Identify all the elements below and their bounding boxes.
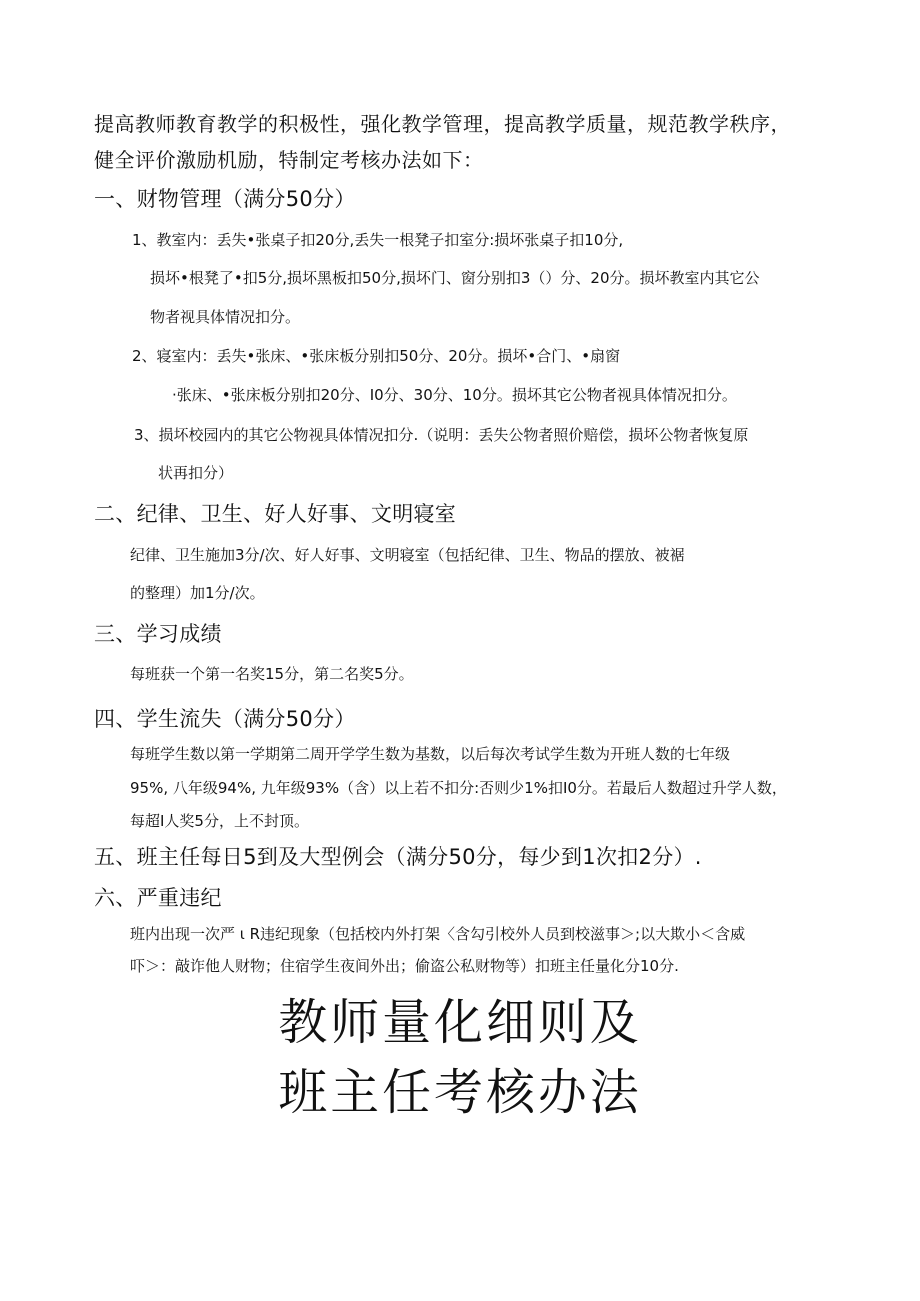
section-1-line-4: 2、寝室内：丢失•张床、•张床板分别扣50分、20分。损坏•合门、•扇窗 (132, 347, 621, 365)
section-1-line-3: 物者视具体情况扣分。 (150, 308, 301, 326)
section-6-line-1: 班内出现一次严 ι R违纪现象（包括校内外打架〈含勾引校外人员到校滋事＞;以大欺小＜含威 (130, 925, 746, 943)
section-2-heading: 二、纪律、卫生、好人好事、文明寝室 (94, 502, 457, 526)
document-title-line-2: 班主任考核办法 (278, 1064, 642, 1121)
section-1-line-1: 1、教室内：丢失•张桌子扣20分,丢失一根凳子扣室分:损坏张桌子扣10分, (132, 231, 624, 249)
section-1-line-6: 3、损坏校园内的其它公物视具体情况扣分.（说明：丢失公物者照价赔偿，损坏公物者恢复原 (134, 426, 749, 444)
section-1-heading: 一、财物管理（满分50分） (94, 187, 356, 211)
section-4-line-3: 每超I人奖5分，上不封顶。 (130, 812, 309, 830)
section-4-line-1: 每班学生数以第一学期第二周开学学生数为基数，以后每次考试学生数为开班人数的七年级 (130, 745, 731, 763)
section-6-line-2: 吓＞：敲诈他人财物；住宿学生夜间外出；偷盗公私财物等）扣班主任量化分10分. (130, 957, 679, 975)
section-4-line-2: 95%, 八年级94%, 九年级93%（含）以上若不扣分:否则少1%扣I0分。若最后人数超过升学人数， (130, 779, 787, 797)
section-3-line-1: 每班获一个第一名奖15分，第二名奖5分。 (130, 665, 414, 683)
intro-line-1: 提高教师教育教学的积极性，强化教学管理，提高教学质量，规范教学秩序， (94, 112, 791, 136)
section-2-line-1: 纪律、卫生施加3分/次、好人好事、文明寝室（包括纪律、卫生、物品的摆放、被裾 (130, 546, 685, 564)
section-5-heading: 五、班主任每日5到及大型例会（满分50分，每少到1次扣2分）. (94, 845, 702, 869)
section-2-line-2: 的整理）加1分/次。 (130, 584, 265, 602)
section-1-line-5: ·张床、•张床板分别扣20分、I0分、30分、10分。损坏其它公物者视具体情况扣分。 (172, 386, 737, 404)
document-title-line-1: 教师量化细则及 (278, 994, 642, 1051)
section-4-heading: 四、学生流失（满分50分） (94, 707, 356, 731)
section-3-heading: 三、学习成绩 (94, 622, 222, 646)
section-1-line-2: 损坏•根凳了•扣5分,损坏黑板扣50分,损坏门、窗分别扣3（）分、20分。损坏教室内其它公 (150, 269, 760, 287)
section-6-heading: 六、严重违纪 (94, 886, 222, 910)
section-1-line-7: 状再扣分） (158, 464, 234, 482)
intro-line-2: 健全评价激励机励，特制定考核办法如下： (94, 148, 484, 172)
